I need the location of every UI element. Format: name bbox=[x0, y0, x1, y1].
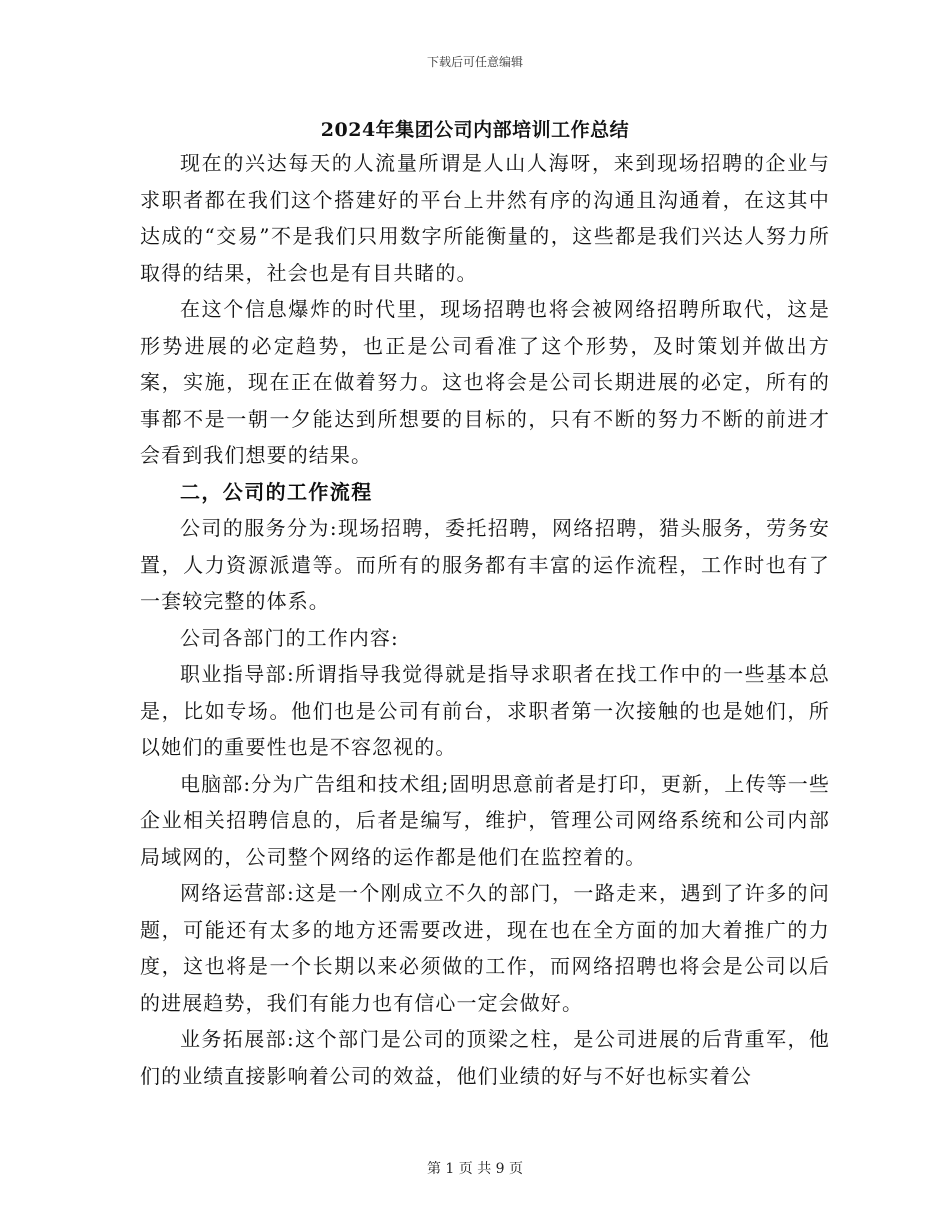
paragraph: 职业指导部:所谓指导我觉得就是指导求职者在找工作中的一些基本总是，比如专场。他们也是公司有前台，求职者第一次接触的也是她们，所以她们的重要性也是不容忽视的。 bbox=[140, 662, 830, 759]
document-title: 2024年集团公司内部培训工作总结 bbox=[320, 119, 630, 141]
page-number: 第 1 页 共 9 页 bbox=[426, 1161, 524, 1177]
paragraph: 现在的兴达每天的人流量所谓是人山人海呀，来到现场招聘的企业与求职者都在我们这个搭建好的平台上井然有序的沟通且沟通着，在这其中达成的“交易”不是我们只用数字所能衡量的，这些都是我们兴达人努力所取得的结果，社会也是有目共睹的。 bbox=[140, 151, 830, 285]
section-heading: 二，公司的工作流程 bbox=[180, 479, 373, 504]
page-header-note: 下载后可任意编辑 bbox=[426, 55, 523, 69]
paragraph: 在这个信息爆炸的时代里，现场招聘也将会被网络招聘所取代，这是形势进展的必定趋势，也正是公司看准了这个形势，及时策划并做出方案，实施，现在正在做着努力。这也将会是公司长期进展的必定，所有的事都不是一朝一夕能达到所想要的目标的，只有不断的努力不断的前进才会看到我们想要的结果。 bbox=[140, 297, 830, 467]
paragraph: 业务拓展部:这个部门是公司的顶梁之柱，是公司进展的后背重军，他们的业绩直接影响着公司的效益，他们业绩的好与不好也标实着公 bbox=[140, 1027, 830, 1088]
paragraph: 公司各部门的工作内容: bbox=[180, 625, 399, 650]
paragraph: 电脑部:分为广告组和技术组;固明思意前者是打印，更新，上传等一些企业相关招聘信息的，后者是编写，维护，管理公司网络系统和公司内部局域网的，公司整个网络的运作都是他们在监控着的。 bbox=[140, 771, 830, 869]
paragraph: 网络运营部:这是一个刚成立不久的部门，一路走来，遇到了许多的问题，可能还有太多的地方还需要改进，现在也在全方面的加大着推广的力度，这也将是一个长期以来必须做的工作，而网络招聘也将会是公司以后的进展趋势，我们有能力也有信心一定会做好。 bbox=[140, 881, 830, 1015]
document-body bbox=[140, 145, 830, 1094]
paragraph: 公司的服务分为:现场招聘，委托招聘，网络招聘，猎头服务，劳务安置，人力资源派遣等。而所有的服务都有丰富的运作流程，工作时也有了一套较完整的体系。 bbox=[140, 516, 830, 613]
